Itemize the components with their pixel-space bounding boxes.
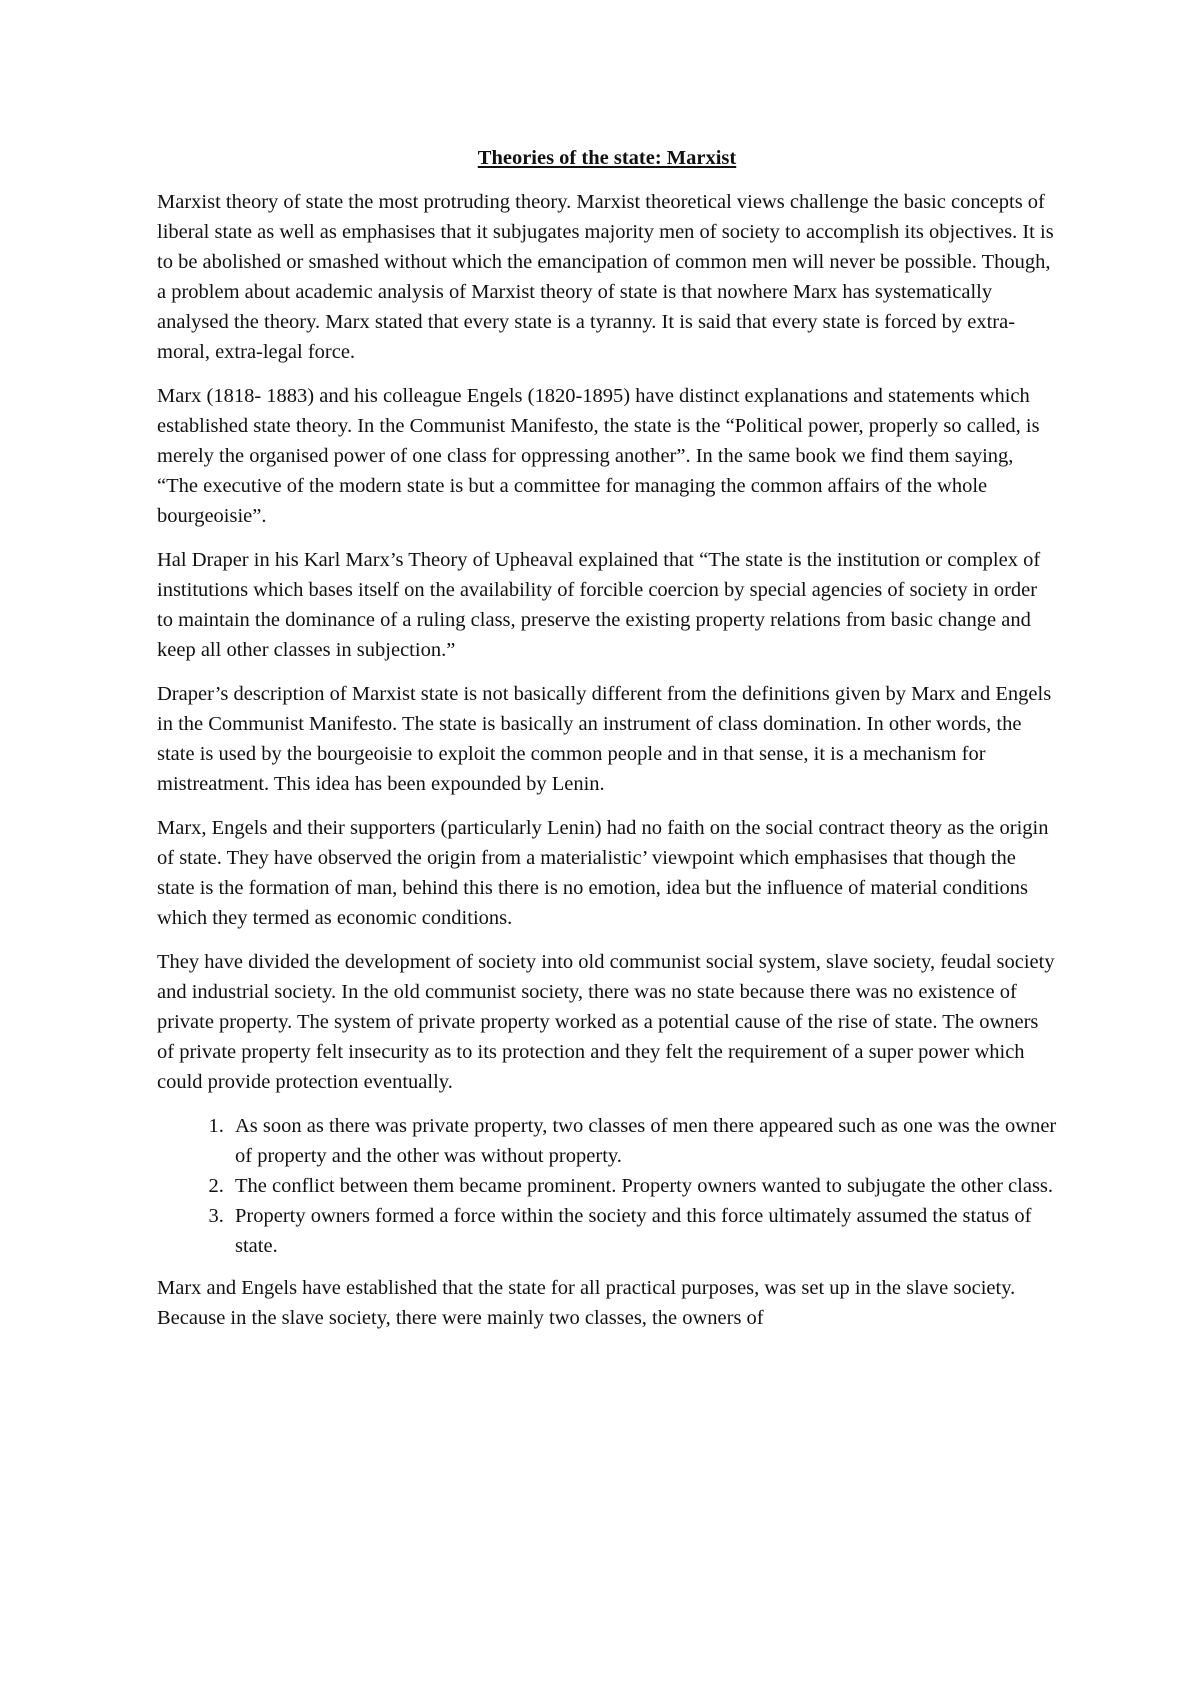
document-title: Theories of the state: Marxist [477, 147, 737, 169]
list-item: 2. The conflict between them became prominent. Property owners wanted to subjugate the other class. [229, 1171, 1057, 1201]
paragraph-slave-society: Marx and Engels have established that the state for all practical purposes, was set up in the slave society. Because in the slave society, there were mainly two classes, the owners of [157, 1277, 1016, 1329]
list-item: 1. As soon as there was private property, two classes of men there appeared such as one was the owner of property and the other was without property. [229, 1111, 1057, 1171]
paragraph-social-contract: Marx, Engels and their supporters (particularly Lenin) had no faith on the social contract theory as the origin of state. They have observed the origin from a materialistic’ viewpoint which emphasises that though the state is the formation of man, behind this there is no emotion, idea but the influence of material conditions which they termed as economic conditions. [157, 817, 1049, 929]
paragraph-intro: Marxist theory of state the most protruding theory. Marxist theoretical views challenge the basic concepts of liberal state as well as emphasises that it subjugates majority men of society to accomplish its objectives. It is to be abolished or smashed without which the emancipation of common men will never be possible. Though, a problem about academic analysis of Marxist theory of state is that nowhere Marx has systematically analysed the theory. Marx stated that every state is a tyranny. It is said that every state is forced by extra-moral, extra-legal force. [157, 191, 1054, 363]
paragraph-hal-draper: Hal Draper in his Karl Marx’s Theory of Upheaval explained that “The state is the institution or complex of institutions which bases itself on the availability of forcible coercion by special agencies of society in order to maintain the dominance of a ruling class, preserve the existing property relations from basic change and keep all other classes in subjection.” [157, 549, 1041, 661]
paragraph-development-of-society: They have divided the development of society into old communist social system, slave society, feudal society and industrial society. In the old communist society, there was no state because there was no existence of private property. The system of private property worked as a potential cause of the rise of state. The owners of private property felt insecurity as to its protection and they felt the requirement of a super power which could provide protection eventually. [157, 951, 1055, 1093]
document-body [157, 143, 1057, 1347]
numbered-list [157, 1111, 1057, 1261]
list-item: 3. Property owners formed a force within the society and this force ultimately assumed the status of state. [229, 1201, 1057, 1261]
paragraph-draper-description: Draper’s description of Marxist state is not basically different from the definitions given by Marx and Engels in the Communist Manifesto. The state is basically an instrument of class domination. In other words, the state is used by the bourgeoisie to exploit the common people and in that sense, it is a mechanism for mistreatment. This idea has been expounded by Lenin. [157, 683, 1052, 795]
paragraph-marx-engels: Marx (1818- 1883) and his colleague Engels (1820-1895) have distinct explanations and statements which established state theory. In the Communist Manifesto, the state is the “Political power, properly so called, is merely the organised power of one class for oppressing another”. In the same book we find them saying, “The executive of the modern state is but a committee for managing the common affairs of the whole bourgeoisie”. [157, 385, 1040, 527]
